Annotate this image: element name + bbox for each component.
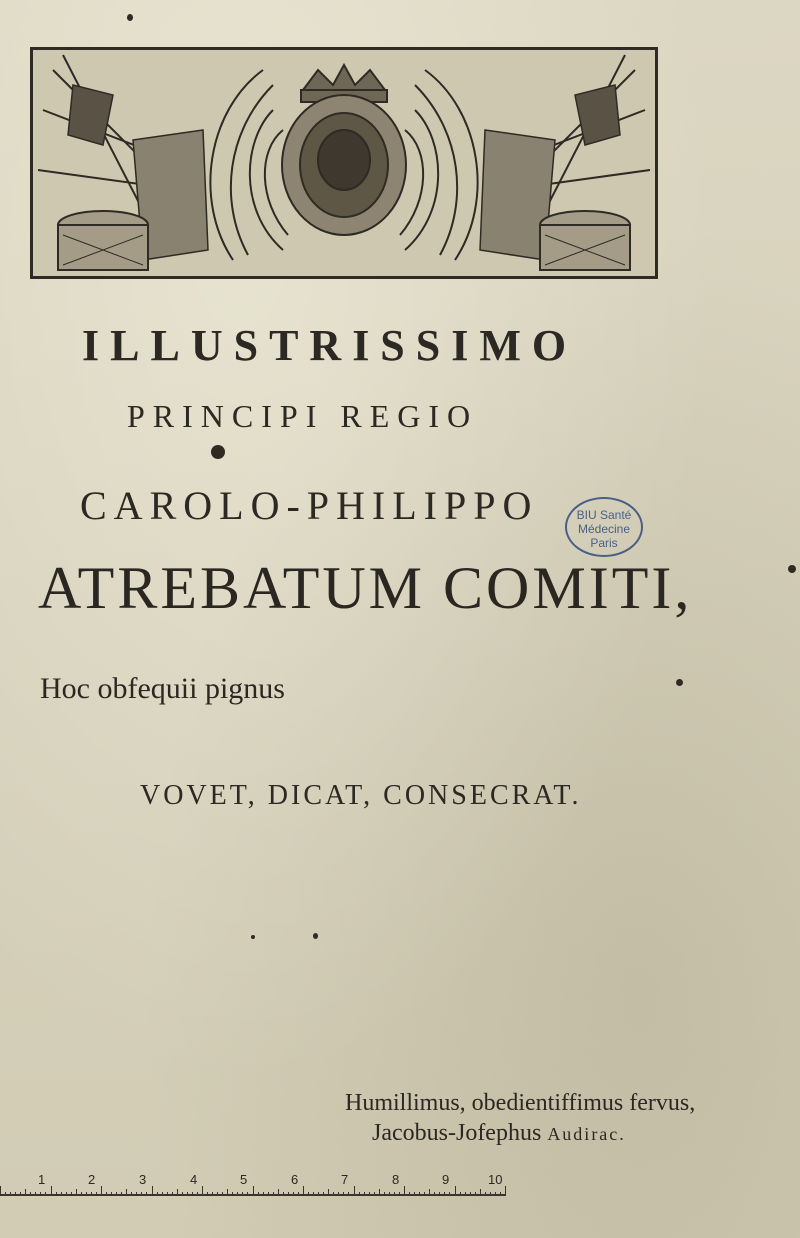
ruler-tick <box>212 1192 213 1196</box>
ruler-tick <box>0 1186 1 1196</box>
ruler-tick <box>414 1192 415 1196</box>
ruler-tick <box>25 1189 26 1196</box>
ruler-tick <box>20 1192 21 1196</box>
ruler-label: 6 <box>291 1172 299 1187</box>
ruler-tick <box>247 1192 248 1196</box>
stamp-line-1: BIU Santé <box>576 508 632 522</box>
ruler-tick <box>237 1192 238 1196</box>
ruler-tick <box>369 1192 370 1196</box>
ruler-tick <box>328 1189 329 1196</box>
ruler-label: 8 <box>392 1172 400 1187</box>
ruler-tick <box>152 1186 153 1196</box>
ruler-tick <box>162 1192 163 1196</box>
ruler-tick <box>455 1186 456 1196</box>
ruler-tick <box>106 1192 107 1196</box>
dedication-line-illustrissimo: ILLUSTRISSIMO <box>82 321 578 370</box>
ruler-label: 1 <box>38 1172 46 1187</box>
ruler-tick <box>51 1186 52 1196</box>
ruler-tick <box>399 1192 400 1196</box>
ruler-label: 2 <box>88 1172 96 1187</box>
ruler-tick <box>470 1192 471 1196</box>
ruler-tick <box>384 1192 385 1196</box>
ink-speck <box>251 935 255 939</box>
ruler-tick <box>323 1192 324 1196</box>
ruler-tick <box>192 1192 193 1196</box>
dedication-line-hoc-obsequii: Hoc obfequii pignus <box>40 672 285 705</box>
ruler-label: 5 <box>240 1172 248 1187</box>
ruler-tick <box>318 1192 319 1196</box>
ruler-tick <box>490 1192 491 1196</box>
measurement-ruler <box>0 1172 505 1198</box>
ruler-tick <box>202 1186 203 1196</box>
ruler-tick <box>76 1189 77 1196</box>
dedication-line-atrebatum-comiti: ATREBATUM COMITI, <box>38 555 693 621</box>
ruler-tick <box>91 1192 92 1196</box>
ruler-tick <box>268 1192 269 1196</box>
ruler-tick <box>86 1192 87 1196</box>
ruler-label: 10 <box>488 1172 503 1187</box>
ruler-tick <box>136 1192 137 1196</box>
ruler-tick <box>121 1192 122 1196</box>
ruler-tick <box>101 1186 102 1196</box>
ruler-tick <box>500 1192 501 1196</box>
ruler-tick <box>56 1192 57 1196</box>
ruler-tick <box>131 1192 132 1196</box>
ruler-tick <box>141 1192 142 1196</box>
ruler-label: 3 <box>139 1172 147 1187</box>
stamp-line-3: Paris <box>590 536 618 550</box>
ruler-tick <box>283 1192 284 1196</box>
ink-speck <box>127 14 133 21</box>
ruler-tick <box>278 1189 279 1196</box>
ruler-tick <box>288 1192 289 1196</box>
ruler-tick <box>495 1192 496 1196</box>
ruler-tick <box>81 1192 82 1196</box>
dedication-line-vovet: VOVET, DICAT, CONSECRAT. <box>140 780 582 811</box>
ruler-tick <box>157 1192 158 1196</box>
ruler-tick <box>343 1192 344 1196</box>
ruler-tick <box>197 1192 198 1196</box>
ruler-tick <box>5 1192 6 1196</box>
ruler-tick <box>439 1192 440 1196</box>
ruler-tick <box>182 1192 183 1196</box>
ruler-tick <box>298 1192 299 1196</box>
ruler-tick <box>424 1192 425 1196</box>
ruler-tick <box>253 1186 254 1196</box>
ruler-tick <box>263 1192 264 1196</box>
ruler-tick <box>434 1192 435 1196</box>
ruler-tick <box>293 1192 294 1196</box>
ruler-tick <box>404 1186 405 1196</box>
stamp-line-2: Médecine <box>577 522 631 536</box>
ruler-tick <box>187 1192 188 1196</box>
ruler-tick <box>480 1189 481 1196</box>
ruler-tick <box>313 1192 314 1196</box>
dedication-line-principi-regio: PRINCIPI REGIO <box>127 398 479 434</box>
ruler-tick <box>172 1192 173 1196</box>
ruler-label: 4 <box>190 1172 198 1187</box>
ruler-tick <box>40 1192 41 1196</box>
ruler-tick <box>222 1192 223 1196</box>
ruler-tick <box>167 1192 168 1196</box>
ruler-tick <box>505 1186 506 1196</box>
ruler-tick <box>465 1192 466 1196</box>
ruler-tick <box>232 1192 233 1196</box>
ruler-label: 7 <box>341 1172 349 1187</box>
ruler-tick <box>15 1192 16 1196</box>
ruler-tick <box>66 1192 67 1196</box>
ruler-tick <box>444 1192 445 1196</box>
ruler-tick <box>217 1192 218 1196</box>
ruler-tick <box>242 1192 243 1196</box>
ruler-tick <box>177 1189 178 1196</box>
ruler-tick <box>146 1192 147 1196</box>
ornamental-headpiece <box>30 47 658 279</box>
ruler-tick <box>96 1192 97 1196</box>
ruler-tick <box>45 1192 46 1196</box>
ruler-tick <box>389 1192 390 1196</box>
ruler-tick <box>10 1192 11 1196</box>
ruler-tick <box>111 1192 112 1196</box>
ruler-tick <box>333 1192 334 1196</box>
ruler-tick <box>338 1192 339 1196</box>
ruler-tick <box>354 1186 355 1196</box>
signature-line-author <box>372 1120 800 1147</box>
ruler-tick <box>35 1192 36 1196</box>
ruler-tick <box>71 1192 72 1196</box>
ruler-tick <box>449 1192 450 1196</box>
ruler-tick <box>379 1189 380 1196</box>
library-stamp <box>565 497 643 557</box>
ruler-tick <box>364 1192 365 1196</box>
author-surname: Audirac. <box>547 1124 626 1144</box>
ruler-tick <box>359 1192 360 1196</box>
ruler-tick <box>207 1192 208 1196</box>
royal-crest-with-trophies-icon <box>33 50 655 276</box>
ruler-tick <box>61 1192 62 1196</box>
ruler-tick <box>419 1192 420 1196</box>
ruler-tick <box>460 1192 461 1196</box>
signature-line-humillimus: Humillimus, obedientiffimus fervus, <box>345 1090 696 1116</box>
ruler-tick <box>303 1186 304 1196</box>
author-given-names: Jacobus-Jofephus <box>372 1120 542 1146</box>
ruler-tick <box>227 1189 228 1196</box>
ruler-tick <box>409 1192 410 1196</box>
ruler-tick <box>485 1192 486 1196</box>
ruler-tick <box>394 1192 395 1196</box>
ruler-tick <box>475 1192 476 1196</box>
ruler-tick <box>30 1192 31 1196</box>
dedication-line-carolo-philippo: CAROLO-PHILIPPO <box>80 483 539 528</box>
ruler-tick <box>374 1192 375 1196</box>
ruler-tick <box>116 1192 117 1196</box>
ruler-tick <box>126 1189 127 1196</box>
ruler-tick <box>348 1192 349 1196</box>
ruler-tick <box>308 1192 309 1196</box>
ink-speck <box>211 445 225 459</box>
ruler-tick <box>429 1189 430 1196</box>
ruler-tick <box>273 1192 274 1196</box>
ruler-label: 9 <box>442 1172 450 1187</box>
ruler-tick <box>258 1192 259 1196</box>
ink-speck <box>313 933 318 939</box>
